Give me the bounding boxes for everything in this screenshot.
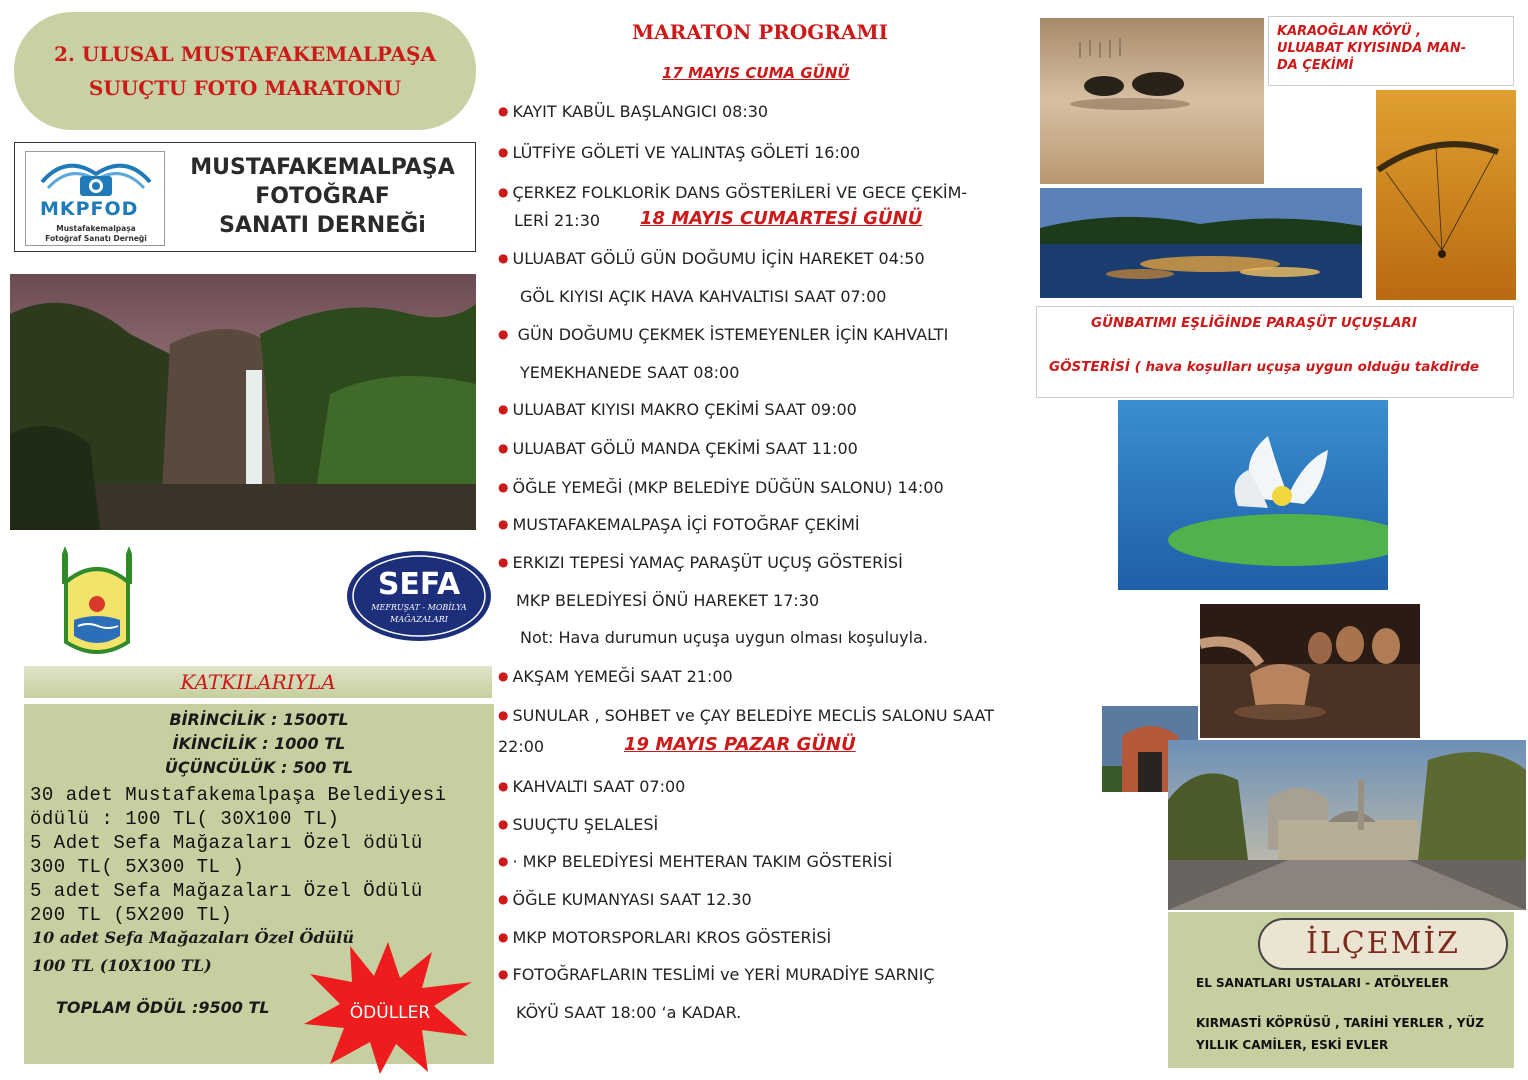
buffalo-caption [1268,16,1514,86]
program-item: YEMEKHANEDE SAAT 08:00 [520,363,740,382]
program-item: LERİ 21:30 [514,211,601,230]
prizes-badge: ÖDÜLLER [349,1003,431,1023]
water-lily-photo [1118,400,1388,590]
club-name-line-3: SANATI DERNEĞi [219,213,426,238]
day-saturday: 18 MAYIS CUMARTESİ GÜNÜ [640,208,923,229]
club-name-line-2: FOTOĞRAF [255,184,390,209]
district-title: İLÇEMİZ [1305,926,1461,961]
program-item: ● KAYIT KABÜL BAŞLANGICI 08:30 [498,102,769,121]
program-title: MARATON PROGRAMI [631,20,889,44]
sefa-sub1: MEFRUŞAT - MOBİLYA [371,603,467,612]
program-item: ● SUUÇTU ŞELALESİ [498,815,659,834]
prize-third: ÜÇÜNCÜLÜK : 500 TL [164,758,354,777]
program-item: ● SUNULAR , SOHBET ve ÇAY BELEDİYE MECLİS SALONU SAAT [498,706,994,725]
prizes-starburst [300,940,476,1076]
pottery-photo [1200,604,1420,738]
prize-line-6: 200 TL (5X200 TL) [30,904,233,926]
buffalo-caption-line-1: KARAOĞLAN KÖYÜ , [1277,24,1422,39]
prize-line-5: 5 adet Sefa Mağazaları Özel Ödülü [30,880,423,902]
buffalo-photo [1040,18,1264,184]
program-item: ● MKP MOTORSPORLARI KROS GÖSTERİSİ [498,928,832,947]
program-item: ● AKŞAM YEMEĞİ SAAT 21:00 [498,667,733,686]
paraglide-caption [1036,306,1514,398]
title-line-2: SUUÇTU FOTO MARATONU [88,76,402,100]
sefa-logo [346,550,492,642]
program-item: 22:00 [498,737,545,756]
buffalo-caption-line-3: DA ÇEKİMİ [1277,58,1354,73]
program-note: Not: Hava durumun uçuşa uygun olması koşuluyla. [520,628,928,647]
club-logo-sub1: Mustafakemalpaşa [56,224,136,233]
program-item: ● ERKIZI TEPESİ YAMAÇ PARAŞÜT UÇUŞ GÖSTERİSİ [498,553,903,572]
title-line-1: 2. ULUSAL MUSTAFAKEMALPAŞA [54,42,436,66]
program-item: ● ÖĞLE KUMANYASI SAAT 12.30 [498,890,752,909]
club-name [175,153,470,240]
program-item: MKP BELEDİYESİ ÖNÜ HAREKET 17:30 [516,591,820,610]
district-line-2: KIRMASTİ KÖPRÜSÜ , TARİHİ YERLER , YÜZ [1196,1016,1484,1030]
program-item: ● KAHVALTI SAAT 07:00 [498,777,686,796]
club-logo-sub2: Fotoğraf Sanatı Derneği [45,234,147,243]
program-item: ● LÜTFİYE GÖLETİ VE YALINTAŞ GÖLETİ 16:00 [498,143,861,162]
lake-sunset-photo [1040,188,1362,298]
sefa-sub2: MAĞAZALARI [390,615,448,624]
program-item: ● · MKP BELEDİYESİ MEHTERAN TAKIM GÖSTERİSİ [498,852,893,871]
paraglide-caption-line-1: GÜNBATIMI EŞLİĞİNDE PARAŞÜT UÇUŞLARI [1091,315,1417,331]
mosque-street-photo [1168,740,1526,910]
district-line-3: YILLIK CAMİLER, ESKİ EVLER [1196,1038,1389,1052]
program-item: ● GÜN DOĞUMU ÇEKMEK İSTEMEYENLER İÇİN KAHVALTI [498,325,949,344]
program-item: ● ULUABAT GÖLÜ GÜN DOĞUMU İÇİN HAREKET 04:50 [498,249,925,268]
day-sunday: 19 MAYIS PAZAR GÜNÜ [624,734,856,755]
program-item: ● ÖĞLE YEMEĞİ (MKP BELEDİYE DÜĞÜN SALONU) 14:00 [498,478,944,497]
prize-line-3: 5 Adet Sefa Mağazaları Özel ödülü [30,832,423,854]
title-banner [14,12,476,130]
program-item: ● MUSTAFAKEMALPAŞA İÇİ FOTOĞRAF ÇEKİMİ [498,515,860,534]
prize-line-4: 300 TL( 5X300 TL ) [30,856,245,878]
program-item: ● FOTOĞRAFLARIN TESLİMİ ve YERİ MURADİYE SARNIÇ [498,965,935,984]
program-item: ● ULUABAT KIYISI MAKRO ÇEKİMİ SAAT 09:00 [498,400,857,419]
day-friday: 17 MAYIS CUMA GÜNÜ [662,64,850,82]
prize-line-1: 30 adet Mustafakemalpaşa Belediyesi [30,784,447,806]
program-item: GÖL KIYISI AÇIK HAVA KAHVALTISI SAAT 07:00 [520,287,887,306]
municipality-logo [58,546,136,662]
paraglider-photo [1376,90,1516,300]
district-title-pill [1258,918,1508,970]
club-name-line-1: MUSTAFAKEMALPAŞA [190,155,455,180]
sponsors-heading-bar [24,666,492,698]
sponsors-heading: KATKILARIYLA [180,670,336,694]
mkpfod-logo [25,151,165,246]
prize-line-2: ödülü : 100 TL( 30X100 TL) [30,808,340,830]
program-item: KÖYÜ SAAT 18:00 ‘a KADAR. [516,1003,742,1022]
prize-total: TOPLAM ÖDÜL :9500 TL [56,998,270,1017]
prize-second: İKİNCİLİK : 1000 TL [172,734,346,753]
program-item: ● ULUABAT GÖLÜ MANDA ÇEKİMİ SAAT 11:00 [498,439,858,458]
club-header [14,142,476,252]
district-line-1: EL SANATLARI USTALARI - ATÖLYELER [1196,976,1449,990]
prize-line-8: 100 TL (10X100 TL) [32,956,212,975]
club-logo-abbr: MKPFOD [40,198,139,220]
waterfall-photo [10,274,476,530]
prize-line-7: 10 adet Sefa Mağazaları Özel Ödülü [32,928,355,947]
program-item: ● ÇERKEZ FOLKLORİK DANS GÖSTERİLERİ VE GECE ÇEKİM- [498,183,968,202]
sefa-name: SEFA [377,567,461,602]
prize-first: BİRİNCİLİK : 1500TL [169,710,349,729]
paraglide-caption-line-2: GÖSTERİSİ ( hava koşulları uçuşa uygun olduğu takdirde [1049,359,1480,375]
buffalo-caption-line-2: ULUABAT KIYISINDA MAN- [1277,41,1467,56]
